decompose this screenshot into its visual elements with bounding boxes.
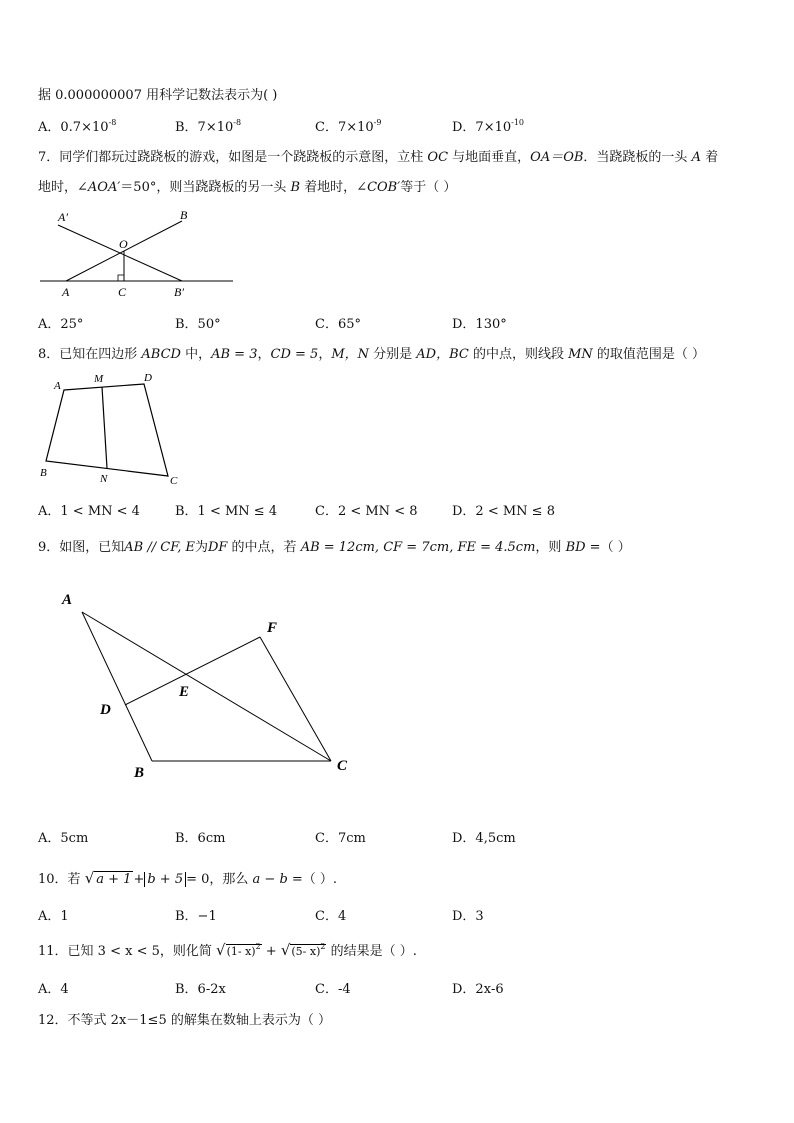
q10-option-b[interactable]: B．−1 (175, 909, 217, 924)
q11-options (38, 978, 758, 998)
q10-option-c[interactable]: C．4 (315, 909, 347, 924)
q11-option-c[interactable]: C．‑4 (315, 982, 351, 997)
q6-option-d[interactable]: D．$7\times 10^{-10}$ (452, 118, 525, 135)
q6-option-b[interactable]: B．$7\times 10^{-8}$ (175, 118, 242, 135)
q10-option-a[interactable]: A．1 (38, 909, 69, 924)
q8-option-a[interactable]: A．1 < MN < 4 (38, 504, 140, 519)
q8-option-b[interactable]: B．1 < MN ≤ 4 (175, 504, 278, 519)
label-C: C (337, 758, 348, 774)
q9-stem: 9．如图，已知AB // CF, E为DF 的中点，若 AB = 12cm, CF = 7cm, FE = 4.5cm，则 BD =（ ） (38, 540, 631, 555)
label-B: B (40, 467, 47, 479)
segment-ac (82, 612, 331, 761)
label-C: C (118, 285, 127, 299)
label-E: E (179, 684, 190, 700)
q7-seesaw-figure (38, 205, 238, 300)
sqrt-1-minus-x-sq: √(1‑ x)$^2$ (216, 941, 261, 959)
q8-option-c[interactable]: C．2 < MN < 8 (315, 504, 418, 519)
label-O: O (119, 237, 128, 251)
q8-option-d[interactable]: D．2 < MN ≤ 8 (452, 504, 555, 519)
q7-option-b[interactable]: B．50° (175, 317, 221, 332)
segment-mn (102, 387, 107, 468)
q7-option-d[interactable]: D．130° (452, 317, 507, 332)
sqrt-5-minus-x-sq: √(5‑ x)$^2$ (280, 941, 326, 959)
q11-stem: 11．已知 3 < x < 5，则化简 √(1‑ x)$^2$ + √(5‑ x)$^2$ 的结果是（ ）. (38, 941, 417, 959)
right-angle-mark (118, 275, 124, 281)
sqrt-a-plus-1: √ a + 1 (84, 869, 132, 887)
q11-option-d[interactable]: D．2x‑6 (452, 982, 504, 997)
q10-stem: 10．若 √ a + 1 + b + 5 = 0，那么 a − b =（ ）. (38, 869, 338, 887)
q9-option-c[interactable]: C．7cm (315, 831, 366, 846)
q9-figure (55, 585, 365, 785)
q7-option-c[interactable]: C．65° (315, 317, 361, 332)
label-A1: A′ (58, 210, 68, 224)
q9-options (38, 827, 758, 847)
q11-option-b[interactable]: B．6‑2x (175, 982, 226, 997)
label-B1: B′ (174, 285, 184, 299)
label-A: A (62, 592, 73, 608)
q8-stem: 8．已知在四边形 ABCD 中，AB = 3，CD = 5，M，N 分别是 AD，BC 的中点，则线段 MN 的取值范围是（ ） (38, 347, 706, 362)
label-D: D (144, 372, 152, 384)
segment-ab (82, 612, 152, 761)
q7-stem-line1: 7．同学们都玩过跷跷板的游戏，如图是一个跷跷板的示意图，立柱 OC 与地面垂直，OA＝OB．当跷跷板的一头 A 着 (38, 150, 719, 165)
abs-b-plus-5: b + 5 (144, 872, 186, 887)
q6-option-a[interactable]: A．$0.7\times 10^{-8}$ (38, 118, 117, 135)
q7-option-a[interactable]: A．25° (38, 317, 84, 332)
label-N: N (100, 473, 108, 485)
label-F: F (267, 620, 278, 636)
label-M: M (94, 373, 104, 385)
q8-quadrilateral-figure (36, 368, 186, 490)
segment-fc (260, 637, 331, 761)
segment-df (125, 637, 260, 705)
q6-stem: 据 0.000000007 用科学记数法表示为( ) (38, 88, 278, 103)
q6-option-c[interactable]: C．$7\times 10^{-9}$ (315, 118, 382, 135)
q9-option-b[interactable]: B．6cm (175, 831, 226, 846)
label-B: B (134, 765, 145, 781)
q9-option-d[interactable]: D．4,5cm (452, 831, 516, 846)
label-D: D (100, 702, 111, 718)
q11-option-a[interactable]: A．4 (38, 982, 69, 997)
q10-option-d[interactable]: D．3 (452, 909, 484, 924)
label-A: A (54, 380, 61, 392)
q7-options (38, 313, 758, 333)
q9-option-a[interactable]: A．5cm (38, 831, 89, 846)
label-C: C (170, 475, 178, 487)
label-A: A (62, 285, 70, 299)
q7-stem-line2: 地时，∠AOA′＝50°，则当跷跷板的另一头 B 着地时，∠COB′等于（ ） (38, 180, 457, 195)
label-B: B (180, 208, 188, 222)
q12-stem: 12．不等式 2x－1≤5 的解集在数轴上表示为（ ） (38, 1013, 331, 1028)
q8-options (38, 500, 758, 520)
q10-options (38, 905, 758, 925)
q6-options (38, 116, 758, 136)
